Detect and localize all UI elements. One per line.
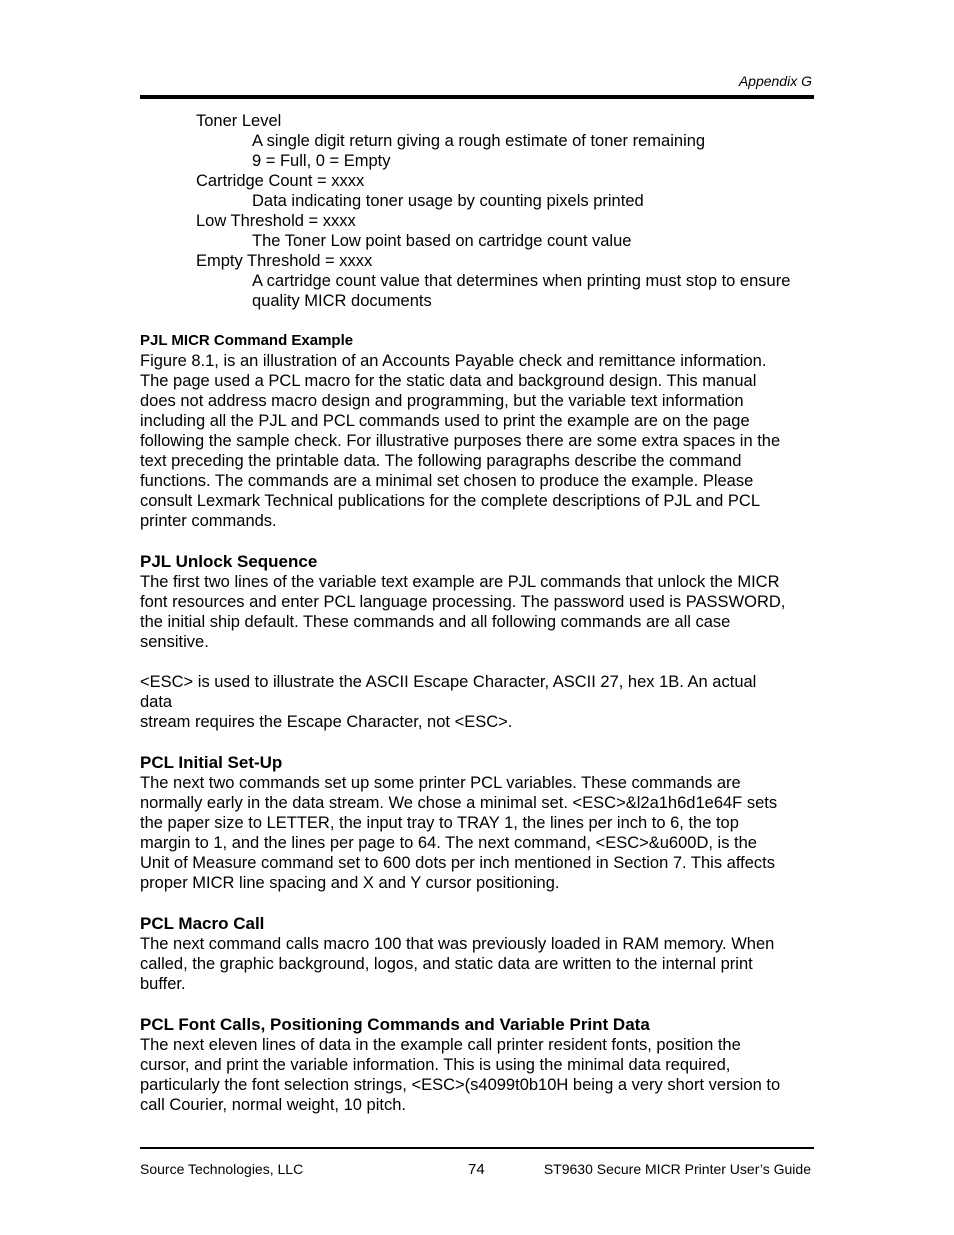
text-line: printer commands. <box>140 512 277 530</box>
text-line: The page used a PCL macro for the static data and background design. This manual <box>140 372 757 390</box>
text-line: following the sample check. For illustrative purposes there are some extra spaces in the <box>140 432 781 450</box>
section-paragraph <box>140 773 816 893</box>
footer-rule <box>140 1147 814 1149</box>
text-line: functions. The commands are a minimal set chosen to produce the example. Please <box>140 472 754 490</box>
section-heading: PCL Font Calls, Positioning Commands and Variable Print Data <box>140 1015 650 1034</box>
text-line: sensitive. <box>140 633 209 651</box>
text-line: Unit of Measure command set to 600 dots per inch mentioned in Section 7. This affects <box>140 854 775 872</box>
text-line: The next two commands set up some printer PCL variables. These commands are <box>140 774 741 792</box>
text-line: call Courier, normal weight, 10 pitch. <box>140 1096 406 1114</box>
text-line: the paper size to LETTER, the input tray to TRAY 1, the lines per inch to 6, the top <box>140 814 739 832</box>
section-paragraph <box>140 572 816 732</box>
paragraph-gap <box>140 652 816 672</box>
text-line: margin to 1, and the lines per page to 64. The next command, <ESC>&u600D, is the <box>140 834 757 852</box>
footer-guide-title: ST9630 Secure MICR Printer User’s Guide <box>543 1161 811 1177</box>
text-line: The next command calls macro 100 that was previously loaded in RAM memory. When <box>140 935 775 953</box>
section-paragraph <box>140 934 816 994</box>
text-line: buffer. <box>140 975 186 993</box>
header-rule <box>140 95 814 99</box>
text-line: <ESC> is used to illustrate the ASCII Escape Character, ASCII 27, hex 1B. An actual <box>140 673 757 691</box>
definition-term: Cartridge Count = xxxx <box>196 172 365 190</box>
text-line: The first two lines of the variable text example are PJL commands that unlock the MICR <box>140 573 780 591</box>
text-line: including all the PJL and PCL commands used to print the example are on the page <box>140 412 750 430</box>
section-paragraph <box>140 351 816 531</box>
text-line: called, the graphic background, logos, and static data are written to the internal print <box>140 955 753 973</box>
text-line: the initial ship default. These commands and all following commands are all case <box>140 613 731 631</box>
text-line: consult Lexmark Technical publications for the complete descriptions of PJL and PCL <box>140 492 760 510</box>
text-line: normally early in the data stream. We chose a minimal set. <ESC>&l2a1h6d1e64F sets <box>140 794 778 812</box>
definition-desc: quality MICR documents <box>252 292 432 310</box>
text-line: font resources and enter PCL language processing. The password used is PASSWORD, <box>140 593 786 611</box>
text-line: proper MICR line spacing and X and Y cursor positioning. <box>140 874 560 892</box>
text-line: particularly the font selection strings, <ESC>(s4099t0b10H being a very short version to <box>140 1076 781 1094</box>
page-body <box>140 111 816 1115</box>
footer-company: Source Technologies, LLC <box>140 1161 304 1177</box>
definition-term: Toner Level <box>196 112 282 130</box>
definition-desc: Data indicating toner usage by counting pixels printed <box>252 192 644 210</box>
section-heading: PCL Macro Call <box>140 914 265 933</box>
section-paragraph <box>140 1035 816 1115</box>
section-heading: PJL Unlock Sequence <box>140 552 318 571</box>
text-line: does not address macro design and programming, but the variable text information <box>140 392 744 410</box>
text-line: data <box>140 693 173 711</box>
text-line: cursor, and print the variable information. This is using the minimal data required, <box>140 1056 731 1074</box>
toner-definitions <box>140 111 816 311</box>
definition-desc: A cartridge count value that determines when printing must stop to ensure <box>252 272 791 290</box>
page-number: 74 <box>468 1161 485 1178</box>
running-header: Appendix G <box>738 73 812 89</box>
text-line: The next eleven lines of data in the example call printer resident fonts, position the <box>140 1036 741 1054</box>
text-line: text preceding the printable data. The following paragraphs describe the command <box>140 452 742 470</box>
text-line: stream requires the Escape Character, not <ESC>. <box>140 713 513 731</box>
section-heading: PJL MICR Command Example <box>140 332 354 349</box>
definition-term: Empty Threshold = xxxx <box>196 252 373 270</box>
definition-term: Low Threshold = xxxx <box>196 212 356 230</box>
text-line: Figure 8.1, is an illustration of an Accounts Payable check and remittance information. <box>140 352 767 370</box>
definition-desc: A single digit return giving a rough estimate of toner remaining <box>252 132 706 150</box>
definition-desc: 9 = Full, 0 = Empty <box>252 152 391 170</box>
section-heading: PCL Initial Set-Up <box>140 753 283 772</box>
definition-desc: The Toner Low point based on cartridge count value <box>252 232 632 250</box>
